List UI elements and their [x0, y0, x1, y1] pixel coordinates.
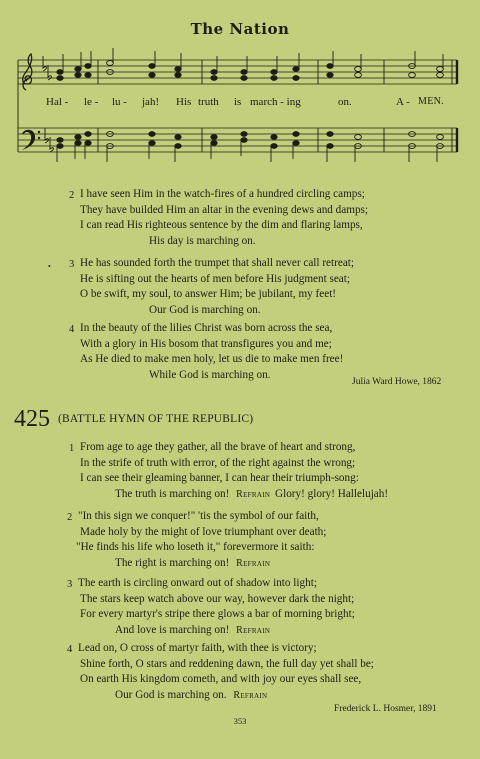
page-header: The Nation	[190, 20, 290, 38]
stanza-line: "In this sign we conquer!" 'tis the symbol of our faith,	[78, 510, 319, 522]
stanza-line: They have builded Him an altar in the evening dews and damps;	[80, 203, 368, 216]
stanza-line: The stars keep watch above our way, however dark the night;	[80, 592, 355, 605]
lyric-syllable: jah!	[142, 96, 160, 108]
lyric-syllable: is	[234, 96, 242, 108]
margin-mark: •	[48, 262, 51, 271]
refrain-label: Refrain	[233, 690, 268, 702]
stanza-line: In the beauty of the lilies Christ was born across the sea,	[80, 322, 333, 334]
stanza-line: He is sifting out the hearts of men before His judgment seat;	[80, 272, 350, 285]
lyric-syllable: on.	[338, 96, 352, 108]
stanza-line: Made holy by the might of love triumphant over death;	[80, 525, 327, 538]
stanza-line: O be swift, my soul, to answer Him; be jubilant, my feet!	[80, 288, 337, 301]
hymn-number: 425	[14, 406, 50, 432]
stanza-line: The earth is circling onward out of shadow into light;	[78, 577, 317, 589]
stanza-line-text: Our God is marching on.	[115, 689, 227, 702]
stanza-line-text: And love is marching on!	[115, 624, 230, 637]
lyric-syllable: MEN.	[418, 96, 444, 107]
stanza-line: I have seen Him in the watch-fires of a hundred circling camps;	[80, 188, 365, 200]
stanza-line: Lead on, O cross of martyr faith, with thee is victory;	[78, 642, 317, 654]
stanza-line: His day is marching on.	[149, 235, 256, 248]
stanza-number: 1	[69, 443, 75, 454]
stanza-line-text: The right is marching on!	[115, 557, 230, 570]
lyric-syllable: A -	[396, 96, 410, 108]
stanza-line: Shine forth, O stars and reddening dawn, the full day yet shall be;	[80, 657, 374, 670]
refrain-label: Refrain	[236, 489, 271, 501]
stanza-line	[115, 487, 388, 503]
stanza-line: In the strife of truth with error, of the right against the wrong;	[80, 456, 356, 469]
stanza-line: For every martyr's stripe there glows a bar of morning bright;	[80, 608, 355, 621]
treble-notes	[57, 48, 444, 80]
music-lyrics	[40, 96, 470, 110]
stanza-line: I can read His righteous sentence by the dim and flaring lamps,	[80, 219, 363, 232]
stanza-line: As He died to make men holy, let us die to make men free!	[80, 353, 344, 366]
stanza-line-text: The truth is marching on!	[115, 488, 230, 501]
stanza-line: While God is marching on.	[149, 369, 271, 382]
lyric-syllable: march - ing	[250, 96, 301, 108]
stanza-number: 2	[69, 190, 75, 201]
stanza-line: I can see their gleaming banner, I can hear their triumph-song:	[80, 472, 359, 485]
stanza-line: On earth His kingdom cometh, and with joy our eyes shall see,	[80, 673, 362, 686]
author-credit: Julia Ward Howe, 1862	[352, 377, 442, 387]
stanza-number: 4	[69, 324, 75, 335]
stanza-number: 4	[67, 644, 73, 655]
refrain-label: Refrain	[236, 558, 271, 570]
hymn-title: (BATTLE HYMN OF THE REPUBLIC)	[58, 413, 254, 425]
lyric-syllable: lu -	[112, 96, 127, 108]
stanza-line	[115, 688, 267, 704]
lyric-syllable: truth	[198, 96, 219, 108]
lyric-syllable: le -	[84, 96, 99, 108]
stanza-line: Our God is marching on.	[149, 304, 261, 317]
stanza-number: 3	[67, 579, 73, 590]
lyric-syllable: His	[176, 96, 192, 108]
stanza-line	[115, 556, 270, 572]
stanza-line: From age to age they gather, all the brave of heart and strong,	[80, 441, 356, 453]
refrain-text: Glory! glory! Hallelujah!	[275, 488, 389, 501]
treble-staff	[18, 60, 457, 84]
stanza-line: "He finds his life who loseth it," forevermore it saith:	[76, 541, 315, 554]
stanza-line: With a glory in His bosom that transfigures you and me;	[80, 337, 332, 350]
bass-staff	[18, 128, 457, 152]
stanza-number: 3	[69, 259, 75, 270]
stanza-line	[115, 623, 270, 639]
lyric-syllable: Hal -	[46, 96, 69, 108]
bass-notes	[57, 132, 444, 162]
stanza-line: He has sounded forth the trumpet that shall never call retreat;	[80, 257, 354, 269]
page-number: 353	[233, 716, 247, 726]
refrain-label: Refrain	[236, 625, 271, 637]
stanza-number: 2	[67, 512, 73, 523]
author-credit: Frederick L. Hosmer, 1891	[334, 704, 437, 714]
